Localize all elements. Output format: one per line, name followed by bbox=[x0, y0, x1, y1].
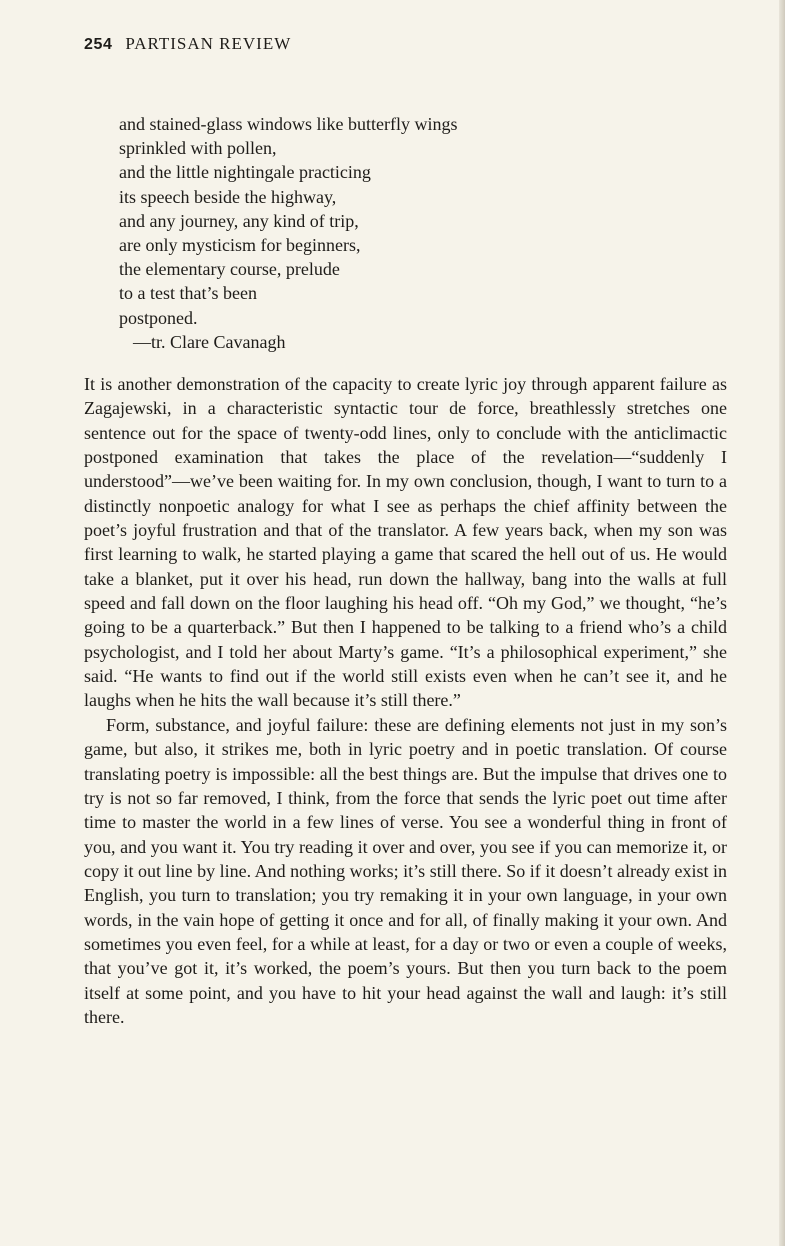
poem-line: are only mysticism for beginners, bbox=[119, 235, 361, 256]
page-edge-shadow bbox=[779, 0, 785, 1246]
poem-line: to a test that’s been bbox=[119, 283, 257, 304]
poem-excerpt bbox=[119, 112, 679, 354]
poem-line: and any journey, any kind of trip, bbox=[119, 210, 359, 231]
poem-line: sprinkled with pollen, bbox=[119, 138, 277, 159]
body-text bbox=[84, 372, 727, 1029]
running-head bbox=[84, 34, 291, 54]
journal-title: PARTISAN REVIEW bbox=[125, 34, 292, 53]
poem-line: the elementary course, prelude bbox=[119, 259, 340, 280]
body-paragraph: Form, substance, and joyful failure: these are defining elements not just in my son’s game, but also, it strikes me, both in lyric poetry and in poetic translation. Of course translating poetry is impossible: all the best things are. But the impulse that drives one to try is not so far removed, I think, from the force that sends the lyric poet out time after time to master the world in a few lines of verse. You see a wonderful thing in front of you, and you want it. You try reading it over and over, you see if you can memorize it, or copy it out line by line. And nothing works; it’s still there. So if it doesn’t already exist in English, you turn to translation; you try remaking it in your own language, in your own words, in the vain hope of getting it once and for all, of finally making it your own. And sometimes you even feel, for a while at least, for a day or two or even a couple of weeks, that you’ve got it, it’s worked, the poem’s yours. But then you turn back to the poem itself at some point, and you have to hit your head against the wall and laugh: it’s still there. bbox=[84, 714, 727, 1027]
poem-line: and stained-glass windows like butterfly wings bbox=[119, 114, 458, 134]
poem-line: its speech beside the highway, bbox=[119, 186, 337, 207]
poem-line: and the little nightingale practicing bbox=[119, 162, 371, 183]
poem-line: postponed. bbox=[119, 307, 198, 328]
page-number: 254 bbox=[84, 36, 113, 53]
translator-attribution: —tr. Clare Cavanagh bbox=[133, 331, 286, 352]
body-paragraph: It is another demonstration of the capacity to create lyric joy through apparent failure as Zagajewski, in a characteristic syntactic tour de force, breathlessly stretches one sentence out for the space of twenty-odd lines, only to conclude with the anticlimactic postponed examination that takes the place of the revelation—“suddenly I understood”—we’ve been waiting for. In my own conclusion, though, I want to turn to a distinctly nonpoetic analogy for what I see as perhaps the chief affinity between the poet’s joyful frustration and that of the translator. A few years back, when my son was first learning to walk, he started playing a game that scared the hell out of us. He would take a blanket, put it over his head, run down the hallway, bang into the walls at full speed and fall down on the floor laughing his head off. “Oh my God,” we thought, “he’s going to be a quarterback.” But then I happened to be talking to a friend who’s a child psychologist, and I told her about Marty’s game. “It’s a philosophical experiment,” she said. “He wants to find out if the world still exists even when he can’t see it, and he laughs when he hits the wall because it’s still there.” bbox=[84, 374, 727, 711]
